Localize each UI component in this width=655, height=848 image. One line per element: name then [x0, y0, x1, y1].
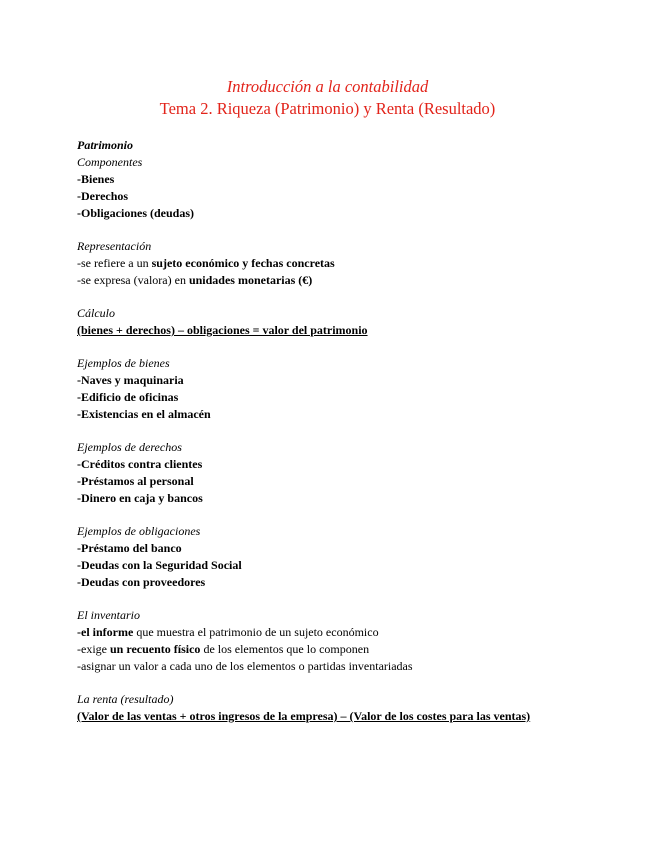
- text-segment: -se refiere a un: [77, 256, 152, 270]
- list-item: -Edificio de oficinas: [77, 390, 179, 404]
- text-segment-bold: unidades monetarias (€): [188, 273, 313, 287]
- list-item: -Obligaciones (deudas): [77, 206, 195, 220]
- section-heading-calculo: Cálculo: [77, 306, 115, 320]
- list-item: -Derechos: [77, 189, 129, 203]
- list-item: -Bienes: [77, 172, 115, 186]
- inventario-line-3: -asignar un valor a cada uno de los elementos o partidas inventariadas: [77, 659, 413, 673]
- representacion-line-2: [77, 272, 617, 289]
- list-item: -Dinero en caja y bancos: [77, 491, 203, 505]
- list-item: -Préstamos al personal: [77, 474, 194, 488]
- section-ejemplos-derechos: [77, 439, 617, 507]
- text-segment: de los elementos que lo componen: [200, 642, 370, 656]
- section-heading-representacion: Representación: [77, 239, 152, 253]
- section-heading-ejemplos-bienes: Ejemplos de bienes: [77, 356, 170, 370]
- list-item: -Deudas con proveedores: [77, 575, 206, 589]
- inventario-line-1: [77, 624, 617, 641]
- text-segment: -exige: [77, 642, 110, 656]
- list-item: -Préstamo del banco: [77, 541, 182, 555]
- representacion-line-1: [77, 255, 617, 272]
- inventario-line-2: [77, 641, 617, 658]
- list-item: -Existencias en el almacén: [77, 407, 211, 421]
- section-inventario: [77, 607, 617, 675]
- list-item: -Créditos contra clientes: [77, 457, 203, 471]
- text-segment: que muestra el patrimonio de un sujeto económico: [133, 625, 379, 639]
- text-segment-bold: sujeto económico y fechas concretas: [151, 256, 335, 270]
- text-segment: -se expresa (valora) en: [77, 273, 189, 287]
- text-segment-bold: -el informe: [77, 625, 134, 639]
- section-representacion: [77, 238, 617, 289]
- title-block: [0, 76, 655, 120]
- renta-formula: (Valor de las ventas + otros ingresos de la empresa) – (Valor de los costes para las ventas): [77, 709, 531, 723]
- document-title: Introducción a la contabilidad: [226, 77, 429, 96]
- text-segment-bold: un recuento físico: [109, 642, 201, 656]
- list-item: -Naves y maquinaria: [77, 373, 184, 387]
- section-ejemplos-obligaciones: [77, 523, 617, 591]
- section-heading-ejemplos-derechos: Ejemplos de derechos: [77, 440, 182, 454]
- patrimonio-formula: (bienes + derechos) – obligaciones = valor del patrimonio: [77, 323, 368, 337]
- subheading-componentes: Componentes: [77, 155, 143, 169]
- section-heading-patrimonio: Patrimonio: [77, 138, 134, 152]
- section-renta: [77, 691, 617, 725]
- section-heading-ejemplos-obligaciones: Ejemplos de obligaciones: [77, 524, 201, 538]
- section-calculo: [77, 305, 617, 339]
- document-subtitle: Tema 2. Riqueza (Patrimonio) y Renta (Resultado): [159, 99, 496, 118]
- document-body: [77, 137, 617, 741]
- section-heading-renta: La renta (resultado): [77, 692, 174, 706]
- section-heading-inventario: El inventario: [77, 608, 140, 622]
- list-item: -Deudas con la Seguridad Social: [77, 558, 242, 572]
- section-patrimonio: [77, 137, 617, 222]
- section-ejemplos-bienes: [77, 355, 617, 423]
